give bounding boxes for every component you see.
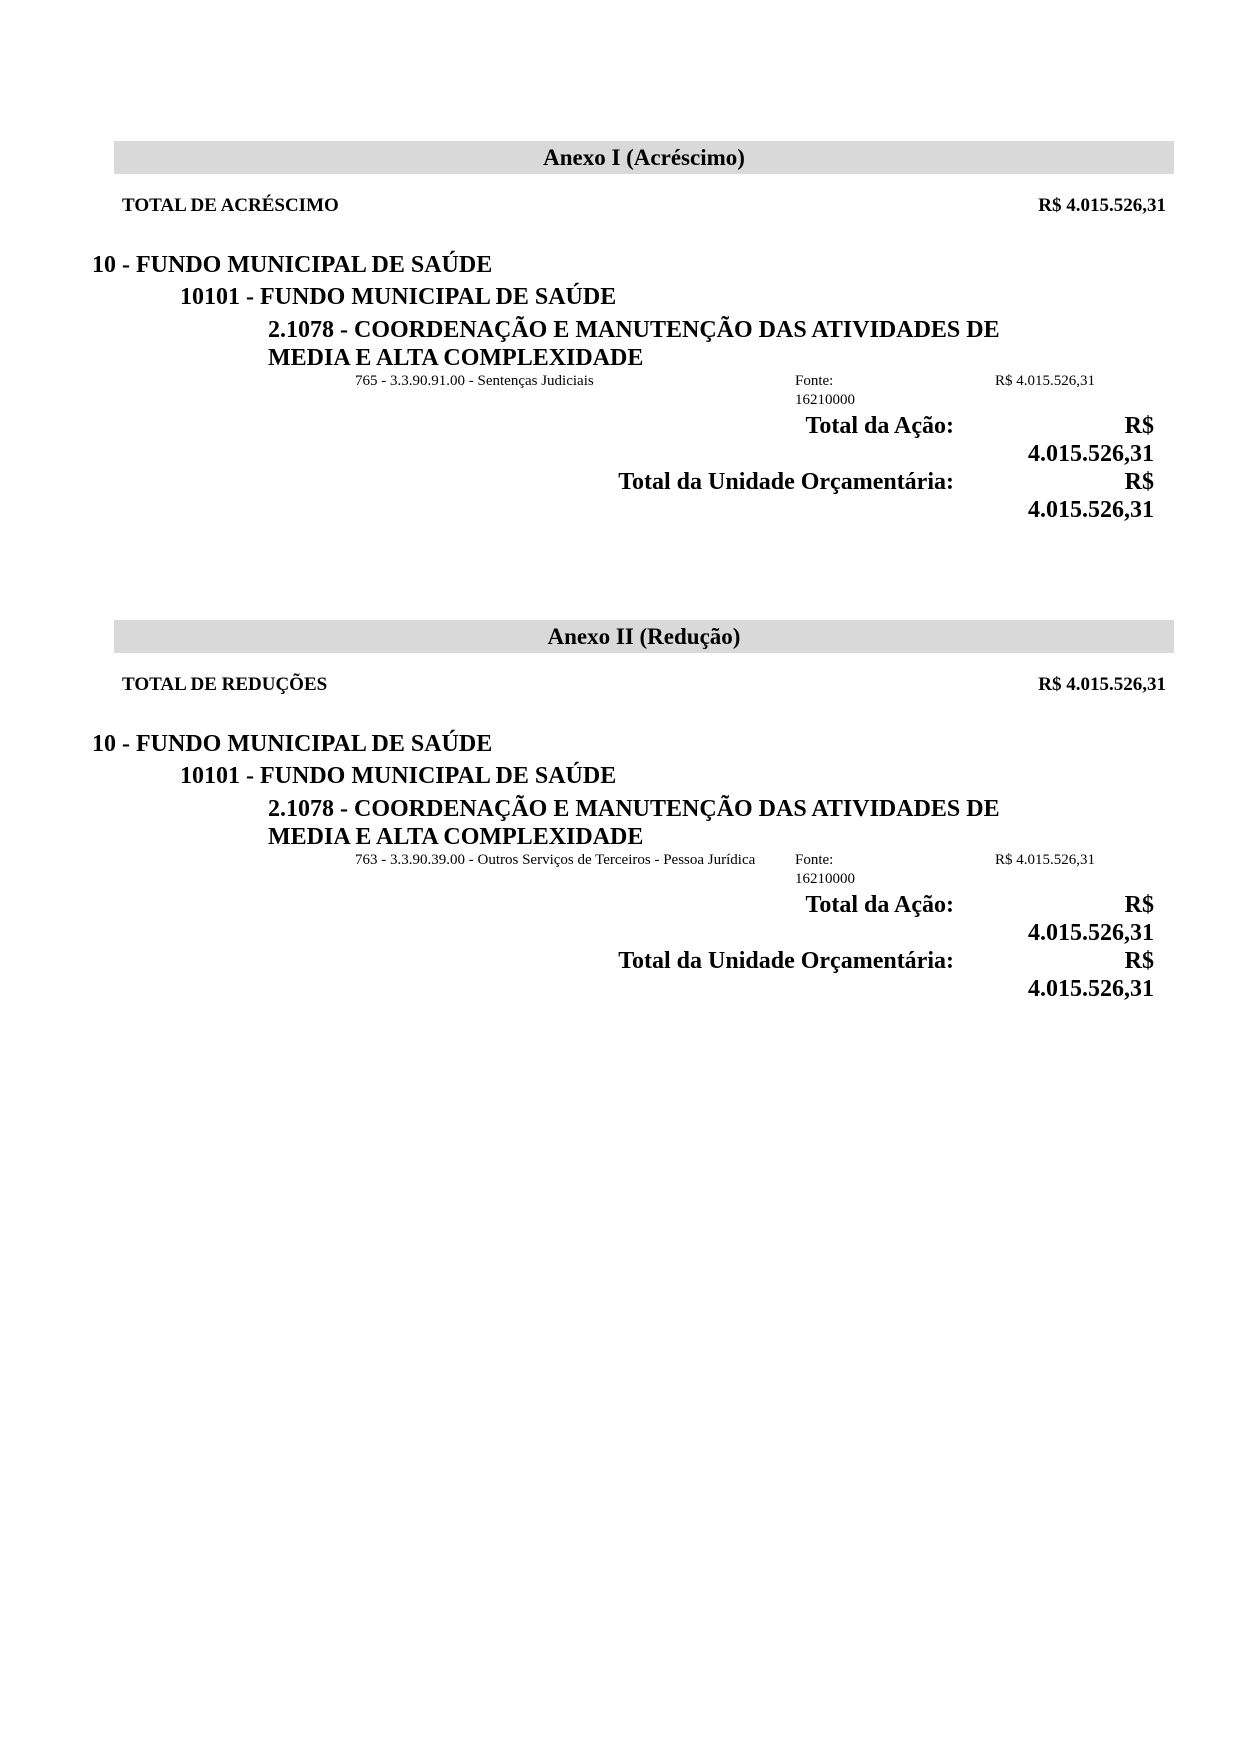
annex-2-unit: 10101 - FUNDO MUNICIPAL DE SAÚDE [180, 763, 617, 789]
annex-2-total-value: R$ 4.015.526,31 [1038, 674, 1166, 695]
annex-1-total-row [114, 194, 1174, 218]
annex-2-item-amount: R$ 4.015.526,31 [994, 852, 1095, 868]
annex-2-total-label: TOTAL DE REDUÇÕES [122, 674, 328, 695]
annex-1-action-total-label: Total da Ação: [805, 413, 954, 439]
annex-1-unit: 10101 - FUNDO MUNICIPAL DE SAÚDE [180, 284, 617, 310]
annex-2-section [114, 620, 1174, 697]
annex-1-item-description: 765 - 3.3.90.91.00 - Sentenças Judiciais [355, 373, 594, 389]
annex-1-section [114, 141, 1174, 218]
annex-1-action: 2.1078 - COORDENAÇÃO E MANUTENÇÃO DAS ATIVIDADES DE MEDIA E ALTA COMPLEXIDADE [268, 317, 1000, 371]
annex-1-total-value: R$ 4.015.526,31 [1038, 195, 1166, 216]
annex-2-total-row [114, 673, 1174, 697]
annex-1-total-label: TOTAL DE ACRÉSCIMO [122, 195, 339, 216]
annex-2-action-total-value: R$ 4.015.526,31 [1028, 892, 1154, 946]
annex-2-item-description: 763 - 3.3.90.39.00 - Outros Serviços de Terceiros - Pessoa Jurídica [355, 852, 756, 868]
annex-1-action-total-value: R$ 4.015.526,31 [1028, 413, 1154, 467]
annex-1-unit-total-label: Total da Unidade Orçamentária: [618, 469, 954, 495]
annex-2-action: 2.1078 - COORDENAÇÃO E MANUTENÇÃO DAS ATIVIDADES DE MEDIA E ALTA COMPLEXIDADE [268, 796, 1000, 850]
annex-1-item-source: Fonte: 16210000 [795, 373, 855, 408]
annex-2-title: Anexo II (Redução) [114, 620, 1174, 653]
annex-2-unit-total-value: R$ 4.015.526,31 [1028, 948, 1154, 1002]
annex-2-item-source: Fonte: 16210000 [795, 852, 855, 887]
annex-2-org: 10 - FUNDO MUNICIPAL DE SAÚDE [92, 731, 493, 757]
annex-1-unit-total-value: R$ 4.015.526,31 [1028, 469, 1154, 523]
annex-1-title: Anexo I (Acréscimo) [114, 141, 1174, 174]
annex-2-unit-total-label: Total da Unidade Orçamentária: [618, 948, 954, 974]
annex-2-action-total-label: Total da Ação: [805, 892, 954, 918]
annex-1-org: 10 - FUNDO MUNICIPAL DE SAÚDE [92, 252, 493, 278]
annex-1-item-amount: R$ 4.015.526,31 [994, 373, 1095, 389]
